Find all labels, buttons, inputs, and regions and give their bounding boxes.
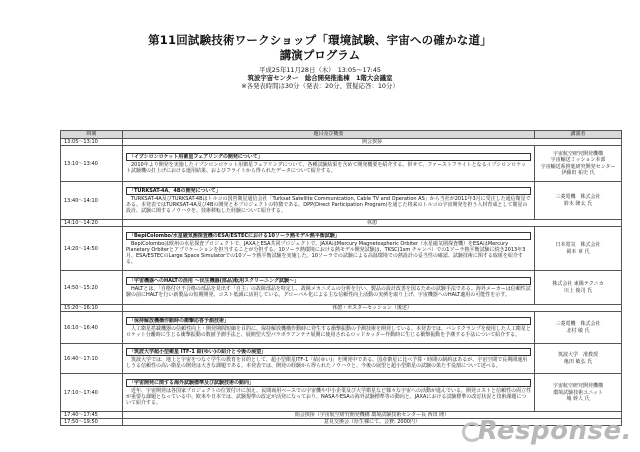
session-topic bbox=[123, 344, 535, 374]
session-topic bbox=[123, 271, 535, 305]
talk-title: 「筑波大学超小型衛星 ITF-1 結(ゆい)の紹介と今後の展望」 bbox=[126, 348, 531, 356]
session-time: 13:40～14:10 bbox=[61, 182, 123, 220]
speaker: 宇宙航空研究開発機構 環境試験技術ユニット 城 幹人 氏 bbox=[535, 374, 622, 412]
session-label: 休憩・ポスターセッション（後述） bbox=[123, 305, 622, 312]
session-label: 休憩 bbox=[123, 220, 622, 227]
table-row bbox=[61, 227, 622, 271]
program-table bbox=[60, 130, 622, 426]
session-time: 15:20～16:10 bbox=[61, 305, 123, 312]
session-topic bbox=[123, 312, 535, 344]
header-speaker: 講演者 bbox=[535, 131, 622, 139]
session-time: 17:50～19:50 bbox=[61, 419, 123, 426]
speaker: 筑波大学 准教授 亀田 敏弘 氏 bbox=[535, 344, 622, 374]
talk-title: 「宇宙開発に関する海外試験標準及び試験技術の動向」 bbox=[126, 379, 531, 387]
page-title: 第11回試験技術ワークショップ「環境試験、宇宙への確かな道」 bbox=[148, 33, 492, 47]
talk-abstract: 近年、宇宙開発は各国家プロジェクトの位置付けに加え、民間商用ベースでの宇宙機や中小企業及び大学衛星など様々な宇宙への活動が進んでいる。開発コストと信頼性の両立性が重要な課題となっている中、欧米や日本では、試験規準の改定が活発になっており、NASAやESAの海外試験標準等の動向と、JAXAにおける試験標準の改訂状況と技術課題について紹介する。 bbox=[126, 388, 531, 407]
table-row bbox=[61, 139, 622, 146]
talk-abstract: HALTとは、「自格付け不合格の部品を見出す「自主」の故障部品を特定し、故障メカニズムの分析を行い、製品の設計改善を図るための試験手法である。海外メーカーは信頼性試験の前にHALTを行い新製品の短期開発、コスト低減に活用している。グローバル化による主な信頼性向上活動の実例を取り上げ、宇宙機器へのHALT適用の可能性を示す。 bbox=[126, 286, 531, 299]
speaker: 三菱電機 株式会社 鈴木 隆太 氏 bbox=[535, 182, 622, 220]
session-label: 開会挨拶 bbox=[123, 139, 622, 146]
session-time: 13:10～13:40 bbox=[61, 146, 123, 182]
session-topic bbox=[123, 374, 535, 412]
speaker: 宇宙航空研究開発機構 宇宙輸送ミッション本部 宇宙輸送系推進研究開発センター 伊藤田 祐史 氏 bbox=[535, 146, 622, 182]
table-row bbox=[61, 344, 622, 374]
session-topic bbox=[123, 227, 535, 271]
session-topic bbox=[123, 182, 535, 220]
table-row bbox=[61, 271, 622, 305]
talk-title: 「イプシロンロケット用衛星フェアリングの開発について」 bbox=[126, 153, 531, 161]
talk-abstract: 2010年より開発を実施したイプシロンロケット用衛星フェアリングについて、各種試験結果を含めて開発概要を紹介する。併せて、ファーストフライトとなるイプシロンロケット試験機の打上げにおける運用結果、およびフライトから得られたデータについて紹介する。 bbox=[126, 162, 527, 175]
talk-abstract: TURKSAT-4A及びTURKSAT-4Bはトルコの国営衛星通信会社「Turksat Satellite Communication, Cable TV and Operation AS」から当社が2011年3月に受注した通信衛星である。本発表ではTURKSAT-4A及び4Bの開発と本プロジェクトの特徴である、DPP(Direct Participation Program)を通じた将来のトルコの宇宙開発を担う人材育成として衛星の設計、試験に関するノウハウを、技術移転した経験について紹介する。 bbox=[126, 196, 531, 215]
session-time: 13:05～13:10 bbox=[61, 139, 123, 146]
session-topic bbox=[123, 146, 535, 182]
talk-abstract: BepiColomboは欧州の水星探査プロジェクトで、JAXAとESA共同プロジェクトで、JAXAはMercury Magnetospheric Orbiter（水星磁気圏探査機）をESAはMercury Planetary Orbiterとアプリケーションを担当することが分担する。10ソーラ熱環境における熱モデル開発試験は、TKSC(1sm チャンバ）での1ソーラ熱平衡試験に続き2013年3月、ESA/ESTECのLarge Space Simulatorでの10ソーラ熱平衡試験を実施した。10ソーラでの試験による高温環境での熱設計の妥当性の確認、試験技術に関する取組を紹介する。 bbox=[126, 241, 526, 266]
talk-title: 「宇宙機器へのHALTの活用 ～民生機器(部品)転用スクリーニング試験～」 bbox=[126, 277, 531, 285]
header-time: 時間 bbox=[61, 131, 123, 139]
speaker: 日本電気 株式会社 岡本 章 氏 bbox=[535, 227, 622, 271]
session-time: 17:10～17:40 bbox=[61, 374, 123, 412]
table-header-row bbox=[61, 131, 622, 139]
table-row bbox=[61, 305, 622, 312]
table-row bbox=[61, 374, 622, 412]
table-row bbox=[61, 182, 622, 220]
event-date: 平成25年11月28日（木） 13:05～17:45 bbox=[259, 66, 381, 74]
watermark-logo: Response. bbox=[477, 416, 632, 446]
event-venue: 筑波宇宙センター 総合開発推進棟 1階大会議室 bbox=[247, 74, 393, 82]
session-time: 14:50～15:20 bbox=[61, 271, 123, 305]
header-topic: 題目及び概要 bbox=[123, 131, 535, 139]
talk-title: 「TURKSAT-4A、4Bの開発について」 bbox=[126, 187, 531, 195]
session-time: 14:20～14:50 bbox=[61, 227, 123, 271]
speaker: 三菱電機 株式会社 北村 敏 氏 bbox=[535, 312, 622, 344]
session-time: 16:10～16:40 bbox=[61, 312, 123, 344]
table-row bbox=[61, 220, 622, 227]
session-time: 16:40～17:10 bbox=[61, 344, 123, 374]
talk-title: 「BepiColombo/水星磁気圏探査機のESA/ESTECにおける10ソーラ熱モデル熱平衡試験」 bbox=[126, 232, 531, 240]
talk-abstract: 筑波大学では、地上と宇宙をつなぐ学生の教育を目的として、超小型衛星ITF-1「結(ゆい)」を開発中である。国産衛星に比べ予算・時間の制約はあるが、宇宙空間で長期間運用しうる信頼性の高い衛星の開発は大きな課題である。本発表では、開発の経験から得られたノウハウと、今後の展望と超小型衛星の試験の果たす役割について述べる。 bbox=[126, 357, 528, 370]
table-row bbox=[61, 146, 622, 182]
talk-title: 「保持解放機構作動時の衝撃応答予測技術」 bbox=[126, 317, 531, 325]
session-time: 14:10～14:20 bbox=[61, 220, 123, 227]
table-row bbox=[61, 312, 622, 344]
talk-abstract: 人工衛星搭載機器の信頼性向上・開発期間短縮を目的に、保持解放機構作動時に発生する衝撃振動の予測技術を開発している。本発表では、バンドクランプを使用した人工衛星とロケット分離時に生じる衝撃振動の数値予測手法と、展開型大型パラボラアンテナ展開に使用されるロッドカッター作動時に生じる衝撃振動を予測する手法について紹介する。 bbox=[126, 326, 531, 339]
event-note: ※各発表時間は30分（発表：20分、質疑応答：10分） bbox=[241, 82, 399, 90]
speaker: 株式会社 東陽テクニカ 川上 俊司 氏 bbox=[535, 271, 622, 305]
page-subtitle: 講演プログラム bbox=[279, 48, 361, 62]
session-label: 意見交換会（厚生棟にて、会費: 2000円） bbox=[123, 419, 622, 426]
session-time: 17:40～17:45 bbox=[61, 412, 123, 419]
session-label: 閉会挨拶（宇宙航空研究開発機構 環境試験技術センター長 西田 隆） bbox=[123, 412, 622, 419]
